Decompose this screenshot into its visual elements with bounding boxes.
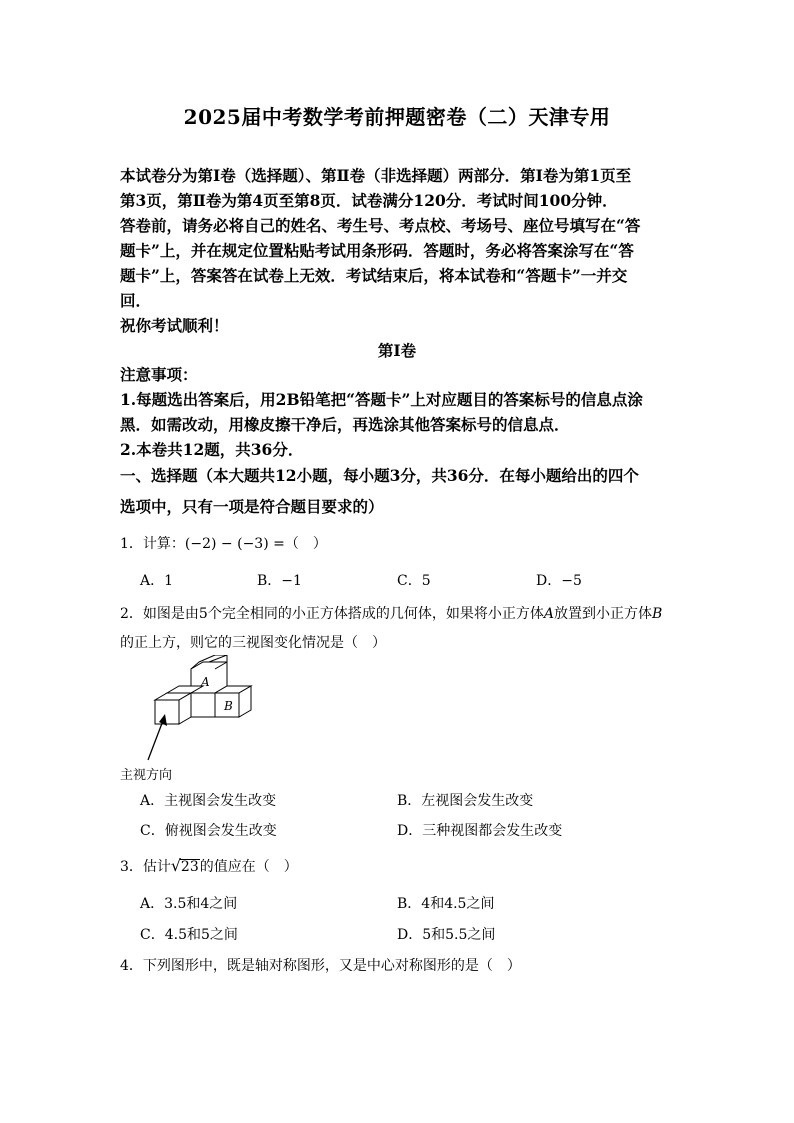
notes-heading: 注意事项： (120, 365, 198, 384)
radicand: 23 (180, 859, 199, 875)
cube-figure (118, 655, 268, 767)
question-2 (120, 603, 662, 623)
question-3-prefix: 3．估计 (120, 859, 171, 875)
intro-line: 题卡”上，答案答在试卷上无效．考试结束后，将本试卷和“答题卡”一并交 (120, 266, 628, 285)
question-1-option-c[interactable]: C．5 (397, 573, 431, 589)
notes-line: 1.每题选出答案后，用2B铅笔把“答题卡”上对应题目的答案标号的信息点涂 (120, 390, 643, 409)
question-2-option-d[interactable]: D．三种视图都会发生改变 (397, 823, 563, 839)
figure-label-b: B (224, 699, 233, 713)
question-3-option-c[interactable]: C．4.5和5之间 (140, 927, 238, 943)
good-luck-text: 祝你考试顺利！ (120, 316, 229, 335)
intro-line: 回． (120, 291, 152, 310)
question-4: 4．下列图形中，既是轴对称图形，又是中心对称图形的是（ ） (120, 958, 521, 974)
section-title: 第Ⅰ卷 (377, 341, 417, 360)
question-2-option-a[interactable]: A．主视图会发生改变 (140, 793, 277, 809)
notes-line: 黑．如需改动，用橡皮擦干净后，再选涂其他答案标号的信息点． (120, 415, 570, 434)
question-1-option-b[interactable]: B．−1 (257, 573, 302, 589)
page-title: 2025届中考数学考前押题密卷（二）天津专用 (183, 105, 611, 129)
question-1 (120, 533, 327, 553)
question-1-option-a[interactable]: A．1 (140, 573, 174, 589)
radical-sign-icon: √ (170, 856, 182, 875)
question-2-option-c[interactable]: C．俯视图会发生改变 (140, 823, 277, 839)
question-1-expression: (−2) − (−3) = (184, 536, 285, 552)
intro-line: 本试卷分为第Ⅰ卷（选择题）、第Ⅱ卷（非选择题）两部分．第Ⅰ卷为第1页至 (120, 166, 632, 185)
part1-heading: 选项中，只有一项是符合题目要求的） (120, 497, 384, 516)
question-2-var-b: B (651, 606, 663, 622)
question-2-text-a: 2．如图是由5个完全相同的小正方体搭成的几何体，如果将小正方体 (120, 606, 544, 622)
question-3-option-d[interactable]: D．5和5.5之间 (397, 927, 496, 943)
question-2-option-b[interactable]: B．左视图会发生改变 (397, 793, 534, 809)
question-1-option-d[interactable]: D．−5 (536, 573, 582, 589)
question-3-suffix: 的值应在（ ） (199, 859, 298, 875)
notes-line: 2.本卷共12题，共36分． (120, 440, 304, 459)
question-3-option-a[interactable]: A．3.5和4之间 (140, 896, 238, 912)
sqrt-expression (170, 856, 200, 875)
question-1-suffix: （ ） (284, 536, 327, 552)
part1-heading: 一、选择题（本大题共12小题，每小题3分，共36分．在每小题给出的四个 (120, 466, 639, 485)
intro-line: 题卡”上，并在规定位置粘贴考试用条形码．答题时，务必将答案涂写在“答 (120, 241, 634, 260)
question-2-text-b: 放置到小正方体 (553, 606, 652, 622)
question-3-option-b[interactable]: B．4和4.5之间 (397, 896, 495, 912)
question-2-var-a: A (543, 606, 554, 622)
figure-caption: 主视方向 (120, 768, 173, 783)
intro-line: 答卷前，请务必将自己的姓名、考生号、考点校、考场号、座位号填写在“答 (120, 216, 641, 235)
figure-label-a: A (201, 675, 210, 689)
question-1-prefix: 1．计算： (120, 536, 185, 552)
intro-line: 第3页，第Ⅱ卷为第4页至第8页．试卷满分120分．考试时间100分钟． (120, 191, 618, 210)
question-3 (120, 856, 298, 876)
question-2-line2: 的正上方，则它的三视图变化情况是（ ） (120, 635, 386, 651)
